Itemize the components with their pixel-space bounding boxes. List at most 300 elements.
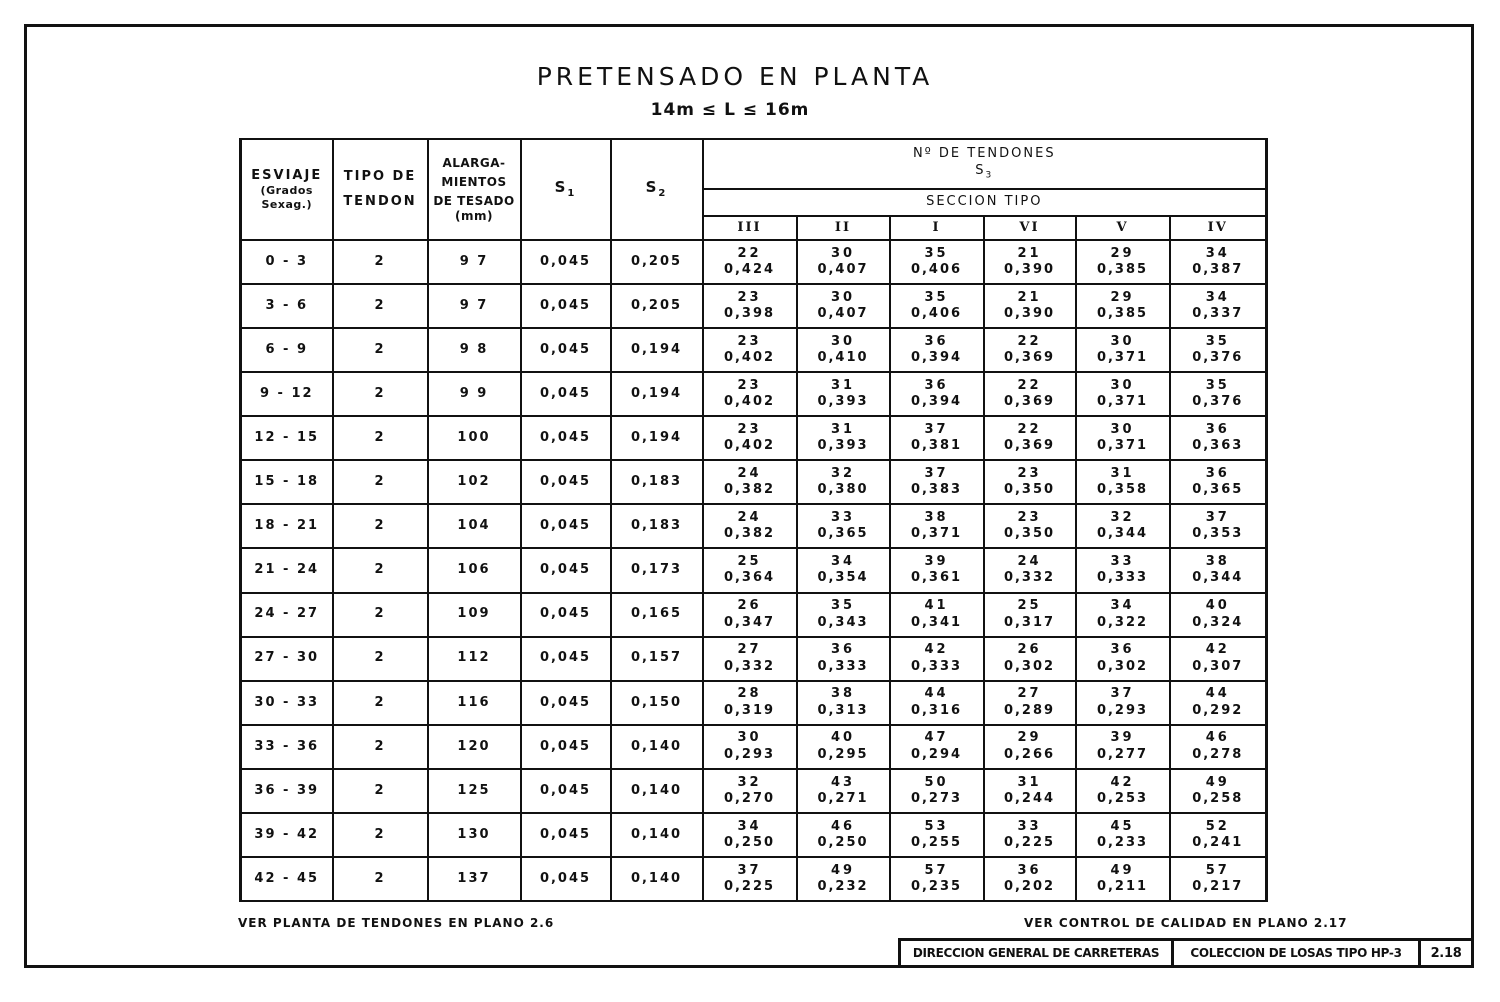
cell-s3 [703, 725, 797, 769]
cell-s3 [890, 725, 984, 769]
tendon-s3-value: 0,361 [910, 570, 963, 586]
cell-s3 [1170, 240, 1267, 284]
cell-s3 [1076, 548, 1170, 592]
table-row [241, 240, 1267, 284]
tendon-count: 50 [924, 774, 949, 790]
cell-alargamiento: 102 [428, 460, 521, 504]
cell-s1: 0,045 [521, 725, 611, 769]
cell-s3 [1076, 504, 1170, 548]
tendon-count: 23 [737, 333, 762, 349]
cell-tipo-tendon: 2 [333, 725, 428, 769]
page-subtitle: 14m ≤ L ≤ 16m [650, 100, 810, 120]
header-seccion-ii: II [797, 216, 890, 240]
cell-tipo-tendon: 2 [333, 769, 428, 813]
cell-s1: 0,045 [521, 372, 611, 416]
tendon-count: 37 [1205, 510, 1230, 526]
footer-organization: DIRECCION GENERAL DE CARRETERAS [898, 938, 1174, 968]
cell-s3 [797, 857, 890, 901]
tendon-s3-value: 0,217 [1192, 878, 1244, 894]
table-row [241, 372, 1267, 416]
cell-s3 [797, 681, 890, 725]
cell-alargamiento: 9 9 [428, 372, 521, 416]
tendon-count: 36 [830, 642, 856, 658]
note-control-calidad: VER CONTROL DE CALIDAD EN PLANO 2.17 [1024, 916, 1348, 930]
cell-s3 [984, 504, 1076, 548]
cell-tipo-tendon: 2 [333, 548, 428, 592]
cell-s3 [703, 240, 797, 284]
cell-s3 [797, 725, 890, 769]
header-seccion-iii: III [703, 216, 797, 240]
cell-s3 [797, 637, 890, 681]
tendon-count: 23 [737, 289, 762, 305]
tendon-count: 31 [1017, 774, 1042, 790]
tendon-s3-value: 0,337 [1192, 306, 1244, 322]
cell-s3 [797, 813, 890, 857]
cell-s1: 0,045 [521, 548, 611, 592]
tendon-count: 30 [830, 245, 856, 261]
tendon-s3-value: 0,354 [817, 570, 869, 586]
cell-s2: 0,183 [611, 460, 703, 504]
tendon-s3-value: 0,353 [1192, 526, 1244, 542]
tendon-s3-value: 0,376 [1192, 350, 1244, 366]
tendon-s3-value: 0,371 [910, 526, 963, 542]
cell-s3 [703, 284, 797, 328]
cell-s3 [984, 372, 1076, 416]
cell-s3 [703, 813, 797, 857]
tendon-count: 21 [1017, 289, 1042, 305]
cell-s3 [1076, 593, 1170, 637]
page-title: PRETENSADO EN PLANTA [536, 62, 934, 91]
table-row [241, 416, 1267, 460]
tendon-s3-value: 0,235 [910, 878, 963, 894]
cell-alargamiento: 116 [428, 681, 521, 725]
tendon-s3-value: 0,307 [1192, 658, 1244, 674]
note-planta-tendones: VER PLANTA DE TENDONES EN PLANO 2.6 [238, 916, 555, 930]
tendon-count: 57 [924, 862, 949, 878]
cell-s3 [1170, 372, 1267, 416]
tendon-count: 36 [1205, 422, 1230, 438]
tendon-count: 43 [830, 774, 856, 790]
cell-tipo-tendon: 2 [333, 857, 428, 901]
tendon-count: 27 [737, 642, 762, 658]
cell-s3 [1076, 681, 1170, 725]
tendon-count: 35 [830, 598, 856, 614]
tendon-s3-value: 0,250 [817, 834, 869, 850]
tendon-s3-value: 0,293 [723, 746, 776, 762]
tendon-s3-value: 0,376 [1192, 394, 1244, 410]
cell-s3 [1076, 725, 1170, 769]
tendon-count: 34 [1110, 598, 1135, 614]
tendon-s3-value: 0,365 [1192, 482, 1244, 498]
tendon-count: 47 [924, 730, 949, 746]
cell-s3 [890, 284, 984, 328]
header-s3-sub: 3 [985, 170, 994, 181]
cell-alargamiento: 9 8 [428, 328, 521, 372]
tendon-s3-value: 0,233 [1096, 834, 1149, 850]
cell-s3 [703, 637, 797, 681]
tendon-count: 53 [924, 818, 949, 834]
tendon-count: 45 [1110, 818, 1135, 834]
table-row [241, 857, 1267, 901]
tendon-s3-value: 0,369 [1003, 350, 1056, 366]
tendon-count: 23 [737, 422, 762, 438]
cell-s3 [890, 372, 984, 416]
cell-s1: 0,045 [521, 328, 611, 372]
cell-s3 [1170, 637, 1267, 681]
tendon-s3-value: 0,402 [723, 438, 776, 454]
cell-s2: 0,165 [611, 593, 703, 637]
tendon-count: 25 [1017, 598, 1042, 614]
cell-s2: 0,140 [611, 769, 703, 813]
tendon-count: 34 [737, 818, 762, 834]
tendon-count: 23 [1017, 510, 1042, 526]
tendon-count: 40 [830, 730, 856, 746]
cell-tipo-tendon: 2 [333, 504, 428, 548]
table-row [241, 504, 1267, 548]
tendon-s3-value: 0,241 [1192, 834, 1244, 850]
tendon-count: 41 [924, 598, 949, 614]
tendon-count: 37 [924, 466, 949, 482]
cell-s3 [890, 548, 984, 592]
tendon-s3-value: 0,289 [1003, 702, 1056, 718]
table-row [241, 284, 1267, 328]
tendon-count: 24 [1017, 554, 1042, 570]
cell-s3 [1076, 416, 1170, 460]
header-seccion-v: V [1076, 216, 1170, 240]
cell-s3 [890, 416, 984, 460]
tendon-count: 32 [1110, 510, 1135, 526]
tendon-s3-value: 0,271 [817, 790, 869, 806]
cell-tipo-tendon: 2 [333, 284, 428, 328]
table-row [241, 637, 1267, 681]
tendon-count: 42 [1205, 642, 1230, 658]
tendon-count: 36 [1205, 466, 1230, 482]
tendon-s3-value: 0,341 [910, 614, 963, 630]
tendon-s3-value: 0,371 [1096, 350, 1149, 366]
tendon-s3-value: 0,383 [910, 482, 963, 498]
cell-s3 [703, 857, 797, 901]
cell-s1: 0,045 [521, 460, 611, 504]
cell-s3 [797, 240, 890, 284]
cell-esviaje: 15 - 18 [241, 460, 333, 504]
tendon-s3-value: 0,390 [1003, 306, 1056, 322]
cell-s3 [703, 504, 797, 548]
cell-s3 [890, 857, 984, 901]
tendon-count: 26 [737, 598, 762, 614]
cell-s3 [797, 328, 890, 372]
cell-s3 [797, 284, 890, 328]
tendon-count: 37 [737, 862, 762, 878]
tendon-s3-value: 0,295 [817, 746, 869, 762]
table-row [241, 681, 1267, 725]
cell-esviaje: 30 - 33 [241, 681, 333, 725]
cell-s3 [890, 681, 984, 725]
tendon-count: 35 [924, 245, 949, 261]
cell-s2: 0,140 [611, 725, 703, 769]
header-alarg-line4: (mm) [455, 208, 493, 223]
cell-tipo-tendon: 2 [333, 637, 428, 681]
tendon-count: 34 [1205, 289, 1230, 305]
tendon-s3-value: 0,317 [1003, 614, 1056, 630]
cell-s3 [1076, 769, 1170, 813]
cell-s2: 0,150 [611, 681, 703, 725]
tendon-s3-value: 0,369 [1003, 394, 1056, 410]
tendon-s3-value: 0,211 [1096, 878, 1149, 894]
cell-alargamiento: 130 [428, 813, 521, 857]
tendon-s3-value: 0,407 [817, 306, 869, 322]
tendon-count: 22 [1017, 422, 1042, 438]
cell-esviaje: 9 - 12 [241, 372, 333, 416]
cell-s3 [890, 813, 984, 857]
cell-s1: 0,045 [521, 593, 611, 637]
tendon-count: 36 [924, 377, 949, 393]
tendon-count: 31 [1110, 466, 1135, 482]
cell-s2: 0,157 [611, 637, 703, 681]
header-seccion-iv: IV [1170, 216, 1267, 240]
cell-alargamiento: 125 [428, 769, 521, 813]
cell-alargamiento: 109 [428, 593, 521, 637]
tendon-count: 24 [737, 510, 762, 526]
cell-s3 [703, 460, 797, 504]
cell-tipo-tendon: 2 [333, 240, 428, 284]
cell-esviaje: 36 - 39 [241, 769, 333, 813]
header-s1 [521, 139, 611, 240]
cell-s3 [1170, 593, 1267, 637]
cell-esviaje: 6 - 9 [241, 328, 333, 372]
cell-s3 [984, 416, 1076, 460]
cell-s3 [703, 416, 797, 460]
cell-s3 [1170, 681, 1267, 725]
header-seccion-tipo: SECCION TIPO [703, 189, 1267, 216]
tendon-s3-value: 0,255 [910, 834, 963, 850]
tendon-count: 38 [1205, 554, 1230, 570]
cell-s3 [1076, 328, 1170, 372]
tendon-count: 30 [830, 289, 856, 305]
cell-s3 [703, 328, 797, 372]
tendon-count: 35 [1205, 377, 1230, 393]
cell-s3 [1076, 372, 1170, 416]
tendon-s3-value: 0,402 [723, 350, 776, 366]
tendon-s3-value: 0,344 [1096, 526, 1149, 542]
tendon-count: 22 [1017, 377, 1042, 393]
cell-alargamiento: 104 [428, 504, 521, 548]
cell-s1: 0,045 [521, 240, 611, 284]
tendon-count: 37 [1110, 686, 1135, 702]
cell-esviaje: 21 - 24 [241, 548, 333, 592]
tendon-count: 23 [1017, 466, 1042, 482]
cell-s3 [703, 372, 797, 416]
cell-s3 [1170, 284, 1267, 328]
tendon-count: 36 [924, 333, 949, 349]
tendon-s3-value: 0,424 [723, 262, 776, 278]
tendon-count: 34 [830, 554, 856, 570]
cell-s1: 0,045 [521, 504, 611, 548]
cell-alargamiento: 9 7 [428, 284, 521, 328]
header-alarg-line1: ALARGA- [442, 155, 506, 170]
tendon-count: 33 [1017, 818, 1042, 834]
table-row [241, 328, 1267, 372]
cell-s3 [1170, 725, 1267, 769]
tendon-count: 29 [1017, 730, 1042, 746]
cell-s3 [1170, 857, 1267, 901]
tendon-count: 57 [1205, 862, 1230, 878]
cell-alargamiento: 106 [428, 548, 521, 592]
header-tipo-tendon [333, 139, 428, 240]
cell-s2: 0,205 [611, 240, 703, 284]
cell-alargamiento: 137 [428, 857, 521, 901]
cell-s3 [1170, 813, 1267, 857]
tendon-s3-value: 0,365 [817, 526, 869, 542]
cell-s3 [984, 857, 1076, 901]
tendon-count: 22 [737, 245, 762, 261]
tendon-s3-value: 0,406 [910, 306, 963, 322]
tendon-count: 32 [737, 774, 762, 790]
cell-s3 [890, 593, 984, 637]
cell-s3 [984, 813, 1076, 857]
tendon-s3-value: 0,322 [1096, 614, 1149, 630]
header-alargamientos [428, 139, 521, 240]
header-tipo-line1: TIPO DE [343, 169, 417, 185]
tendon-count: 30 [830, 333, 856, 349]
cell-s3 [797, 416, 890, 460]
tendon-s3-value: 0,380 [817, 482, 869, 498]
cell-tipo-tendon: 2 [333, 813, 428, 857]
cell-tipo-tendon: 2 [333, 372, 428, 416]
cell-s3 [1076, 240, 1170, 284]
pretensado-table [239, 138, 1268, 902]
tendon-s3-value: 0,363 [1192, 438, 1244, 454]
tendon-s3-value: 0,333 [1096, 570, 1149, 586]
tendon-s3-value: 0,225 [1003, 834, 1056, 850]
tendon-s3-value: 0,358 [1096, 482, 1149, 498]
tendon-count: 29 [1110, 289, 1135, 305]
tendon-s3-value: 0,390 [1003, 262, 1056, 278]
cell-s3 [1170, 460, 1267, 504]
cell-esviaje: 12 - 15 [241, 416, 333, 460]
tendon-count: 49 [1205, 774, 1230, 790]
tendon-s3-value: 0,324 [1192, 614, 1244, 630]
header-tipo-line2: TENDON [343, 193, 417, 209]
tendon-s3-value: 0,244 [1003, 790, 1056, 806]
table-row [241, 593, 1267, 637]
tendon-s3-value: 0,410 [817, 350, 869, 366]
cell-s1: 0,045 [521, 416, 611, 460]
cell-s3 [797, 548, 890, 592]
tendon-s3-value: 0,381 [910, 438, 963, 454]
tendon-count: 46 [830, 818, 856, 834]
cell-s2: 0,173 [611, 548, 703, 592]
tendon-count: 32 [830, 466, 856, 482]
tendon-s3-value: 0,302 [1096, 658, 1149, 674]
cell-esviaje: 27 - 30 [241, 637, 333, 681]
tendon-s3-value: 0,402 [723, 394, 776, 410]
tendon-s3-value: 0,319 [723, 702, 776, 718]
tendon-count: 36 [1110, 642, 1135, 658]
tendon-s3-value: 0,258 [1192, 790, 1244, 806]
tendon-s3-value: 0,292 [1192, 702, 1244, 718]
tendon-count: 30 [1110, 422, 1135, 438]
cell-s3 [984, 460, 1076, 504]
tendon-s3-value: 0,371 [1096, 394, 1149, 410]
cell-tipo-tendon: 2 [333, 681, 428, 725]
tendon-count: 42 [1110, 774, 1135, 790]
cell-s2: 0,140 [611, 813, 703, 857]
tendon-count: 49 [830, 862, 856, 878]
tendon-s3-value: 0,364 [723, 570, 776, 586]
tendon-s3-value: 0,316 [910, 702, 963, 718]
tendon-s3-value: 0,277 [1096, 746, 1149, 762]
tendon-s3-value: 0,406 [910, 262, 963, 278]
cell-esviaje: 0 - 3 [241, 240, 333, 284]
cell-s3 [984, 593, 1076, 637]
tendon-s3-value: 0,266 [1003, 746, 1056, 762]
tendon-s3-value: 0,385 [1096, 306, 1149, 322]
tendon-s3-value: 0,250 [723, 834, 776, 850]
cell-s3 [1076, 460, 1170, 504]
header-s1-sub: 1 [567, 188, 577, 200]
cell-s3 [984, 328, 1076, 372]
tendon-s3-value: 0,385 [1096, 262, 1149, 278]
tendon-count: 52 [1205, 818, 1230, 834]
cell-s3 [984, 769, 1076, 813]
cell-s2: 0,205 [611, 284, 703, 328]
cell-s3 [1170, 328, 1267, 372]
cell-s3 [1076, 637, 1170, 681]
tendon-count: 23 [737, 377, 762, 393]
tendon-count: 44 [1205, 686, 1230, 702]
cell-s3 [797, 504, 890, 548]
tendon-s3-value: 0,371 [1096, 438, 1149, 454]
tendon-count: 30 [737, 730, 762, 746]
tendon-count: 27 [1017, 686, 1042, 702]
header-seccion-i: I [890, 216, 984, 240]
tendon-count: 35 [1205, 333, 1230, 349]
tendon-count: 30 [1110, 333, 1135, 349]
cell-s3 [890, 240, 984, 284]
footer-sheet-number: 2.18 [1418, 938, 1474, 968]
tendon-s3-value: 0,333 [910, 658, 963, 674]
tendon-s3-value: 0,369 [1003, 438, 1056, 454]
cell-s3 [797, 769, 890, 813]
footer-collection: COLECCION DE LOSAS TIPO HP-3 [1171, 938, 1421, 968]
tendon-s3-value: 0,393 [817, 438, 869, 454]
tendon-s3-value: 0,270 [723, 790, 776, 806]
tendon-s3-value: 0,225 [723, 878, 776, 894]
tendon-s3-value: 0,273 [910, 790, 963, 806]
cell-s1: 0,045 [521, 813, 611, 857]
cell-s3 [797, 593, 890, 637]
header-esviaje-sub2: Sexag.) [261, 197, 312, 211]
header-s1-label: S [554, 178, 568, 197]
tendon-count: 33 [830, 510, 856, 526]
tendon-s3-value: 0,382 [723, 526, 776, 542]
tendon-count: 35 [924, 289, 949, 305]
cell-esviaje: 3 - 6 [241, 284, 333, 328]
tendon-s3-value: 0,393 [817, 394, 869, 410]
cell-esviaje: 24 - 27 [241, 593, 333, 637]
header-s2-label: S [645, 178, 659, 197]
cell-alargamiento: 100 [428, 416, 521, 460]
tendon-count: 24 [737, 466, 762, 482]
tendon-count: 38 [924, 510, 949, 526]
cell-s1: 0,045 [521, 284, 611, 328]
tendon-count: 46 [1205, 730, 1230, 746]
header-alarg-line3: DE TESADO [433, 193, 515, 208]
tendon-s3-value: 0,350 [1003, 482, 1056, 498]
tendon-count: 40 [1205, 598, 1230, 614]
tendon-count: 39 [1110, 730, 1135, 746]
table-row [241, 460, 1267, 504]
